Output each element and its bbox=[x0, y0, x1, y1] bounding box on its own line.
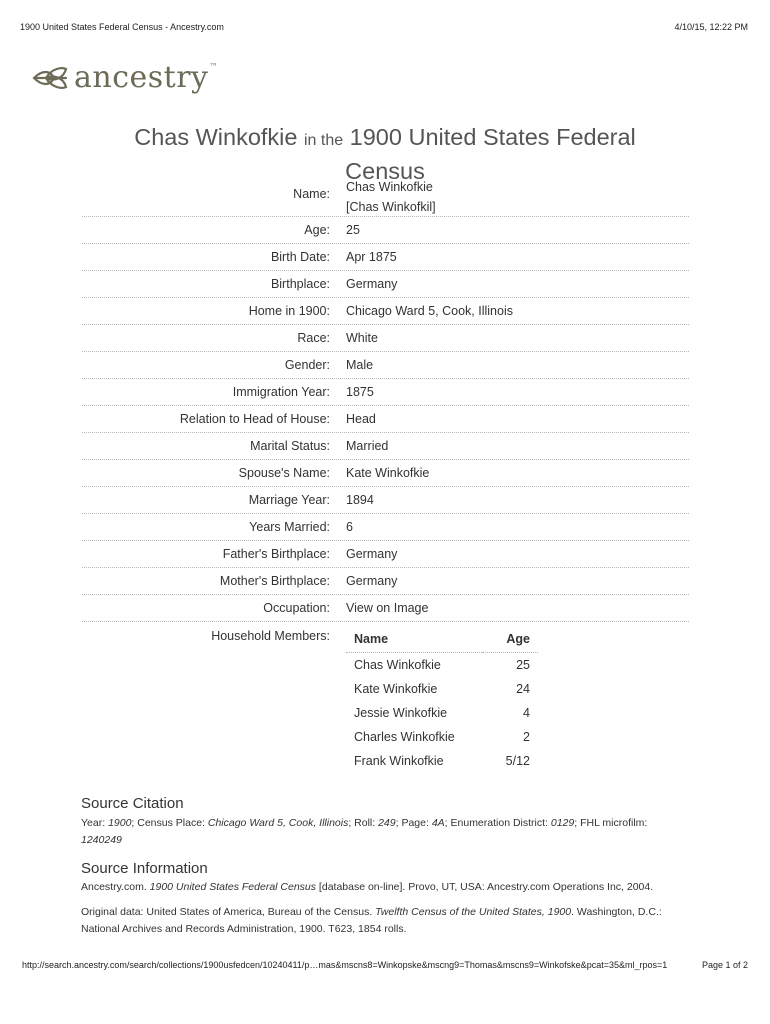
field-label: Home in 1900: bbox=[248, 304, 330, 318]
field-value: Apr 1875 bbox=[346, 250, 397, 264]
print-header bbox=[20, 20, 748, 36]
field-label: Years Married: bbox=[249, 520, 330, 534]
field-label: Birth Date: bbox=[270, 250, 330, 264]
field-value: Kate Winkofkie bbox=[346, 466, 430, 480]
field-value: 25 bbox=[346, 223, 360, 237]
record-row bbox=[82, 460, 689, 487]
field-label: Name: bbox=[293, 187, 330, 201]
leaf-icon bbox=[32, 65, 68, 91]
source-citation-text: Year: 1900; Census Place: Chicago Ward 5, Cook, Illinois; Roll: 249; Page: 4A; Enumeration District: 0129; FHL microfilm: 1240249 bbox=[81, 817, 648, 846]
citation-district: 0129 bbox=[550, 817, 575, 829]
field-label: Occupation: bbox=[263, 601, 330, 615]
field-label: Gender: bbox=[284, 358, 330, 372]
field-value: 1894 bbox=[346, 493, 374, 507]
field-label: Marriage Year: bbox=[248, 493, 330, 507]
print-page-number: Page 1 of 2 bbox=[701, 960, 748, 970]
household-row bbox=[346, 653, 538, 678]
citation-place: Chicago Ward 5, Cook, Illinois bbox=[207, 817, 349, 829]
source-information-heading: Source Information bbox=[81, 860, 208, 877]
person-name: Chas Winkofkie bbox=[134, 123, 298, 150]
field-label: Immigration Year: bbox=[232, 385, 330, 399]
field-value: 6 bbox=[346, 520, 353, 534]
field-label: Spouse's Name: bbox=[238, 466, 330, 480]
member-age: 5/12 bbox=[505, 754, 530, 768]
citation-year: 1900 bbox=[108, 817, 132, 829]
record-details bbox=[82, 173, 689, 773]
record-row bbox=[82, 433, 689, 460]
field-label: Household Members: bbox=[211, 629, 330, 643]
record-row-name bbox=[82, 173, 689, 217]
field-value: Chicago Ward 5, Cook, Illinois bbox=[346, 304, 513, 318]
member-age: 25 bbox=[516, 658, 530, 672]
field-value[interactable]: View on Image bbox=[346, 601, 429, 615]
field-value: 1875 bbox=[346, 385, 374, 399]
household-row bbox=[346, 749, 538, 773]
title-connector: in the bbox=[304, 131, 344, 149]
original-data-title: Twelfth Census of the United States, 1900 bbox=[375, 906, 572, 918]
logo-wordmark: ancestry™ bbox=[74, 60, 219, 95]
record-row bbox=[82, 352, 689, 379]
member-age: 4 bbox=[523, 706, 530, 720]
record-row bbox=[82, 325, 689, 352]
household-row bbox=[346, 725, 538, 749]
field-label: Race: bbox=[297, 331, 330, 345]
field-value: Germany bbox=[346, 574, 398, 588]
record-row bbox=[82, 568, 689, 595]
print-url: http://search.ancestry.com/search/collections/1900usfedcen/10240411/p…mas&mscns8=Winkopske&mscng9=Thomas&mscns9=Winkofske&pcat=35&ml_rpos=1 bbox=[22, 960, 668, 970]
field-value: Male bbox=[346, 358, 374, 372]
member-name[interactable]: Kate Winkofkie bbox=[354, 682, 438, 696]
record-row bbox=[82, 541, 689, 568]
citation-roll: 249 bbox=[378, 817, 396, 829]
ancestry-logo[interactable] bbox=[32, 58, 218, 98]
record-row bbox=[82, 595, 689, 622]
source-information-line1: Ancestry.com. 1900 United States Federal Census [database on-line]. Provo, UT, USA: Ancestry.com Operations Inc, 2004. bbox=[81, 881, 654, 893]
field-value: Germany bbox=[346, 277, 398, 291]
record-row bbox=[82, 217, 689, 244]
source-citation-heading: Source Citation bbox=[81, 795, 184, 812]
member-name[interactable]: Charles Winkofkie bbox=[354, 730, 455, 744]
record-row bbox=[82, 298, 689, 325]
record-row bbox=[82, 406, 689, 433]
record-row bbox=[82, 487, 689, 514]
field-value: Married bbox=[346, 439, 389, 453]
member-name[interactable]: Jessie Winkofkie bbox=[354, 706, 448, 720]
field-value: Germany bbox=[346, 547, 398, 561]
name-alternate: [Chas Winkofkil] bbox=[346, 200, 436, 214]
citation-page: 4A bbox=[431, 817, 445, 829]
field-label: Relation to Head of House: bbox=[179, 412, 330, 426]
field-label: Marital Status: bbox=[250, 439, 330, 453]
member-name[interactable]: Chas Winkofkie bbox=[354, 658, 441, 672]
print-datetime: 4/10/15, 12:22 PM bbox=[674, 22, 748, 32]
field-label: Father's Birthplace: bbox=[222, 547, 330, 561]
member-age: 24 bbox=[516, 682, 530, 696]
source-information-line2: Original data: United States of America, Bureau of the Census. Twelfth Census of the United States, 1900. Washington, D.C.: National Archives and Records Administration, 1900. T623, 1854 rolls. bbox=[81, 906, 662, 935]
household-row bbox=[346, 677, 538, 701]
collection-name[interactable]: 1900 United States Federal bbox=[349, 123, 636, 150]
household-row bbox=[346, 701, 538, 725]
field-value: White bbox=[346, 331, 378, 345]
collection-name-cont[interactable]: Census bbox=[345, 157, 425, 184]
household-header-row bbox=[346, 626, 538, 653]
database-title[interactable]: 1900 United States Federal Census bbox=[149, 881, 317, 893]
member-age: 2 bbox=[523, 730, 530, 744]
name-value: Chas Winkofkie bbox=[346, 180, 433, 194]
field-label: Mother's Birthplace: bbox=[219, 574, 330, 588]
field-value bbox=[346, 177, 689, 216]
print-page-title: 1900 United States Federal Census - Ancestry.com bbox=[20, 22, 224, 32]
field-label: Birthplace: bbox=[270, 277, 330, 291]
field-value: Head bbox=[346, 412, 376, 426]
member-name[interactable]: Frank Winkofkie bbox=[354, 754, 444, 768]
citation-fhl: 1240249 bbox=[81, 834, 122, 846]
record-row bbox=[82, 271, 689, 298]
household-members bbox=[82, 626, 689, 773]
column-header-name: Name bbox=[346, 626, 482, 653]
record-row bbox=[82, 514, 689, 541]
column-header-age: Age bbox=[482, 626, 538, 653]
field-label: Age: bbox=[304, 223, 330, 237]
record-row bbox=[82, 244, 689, 271]
record-row bbox=[82, 379, 689, 406]
household-table bbox=[346, 626, 538, 773]
